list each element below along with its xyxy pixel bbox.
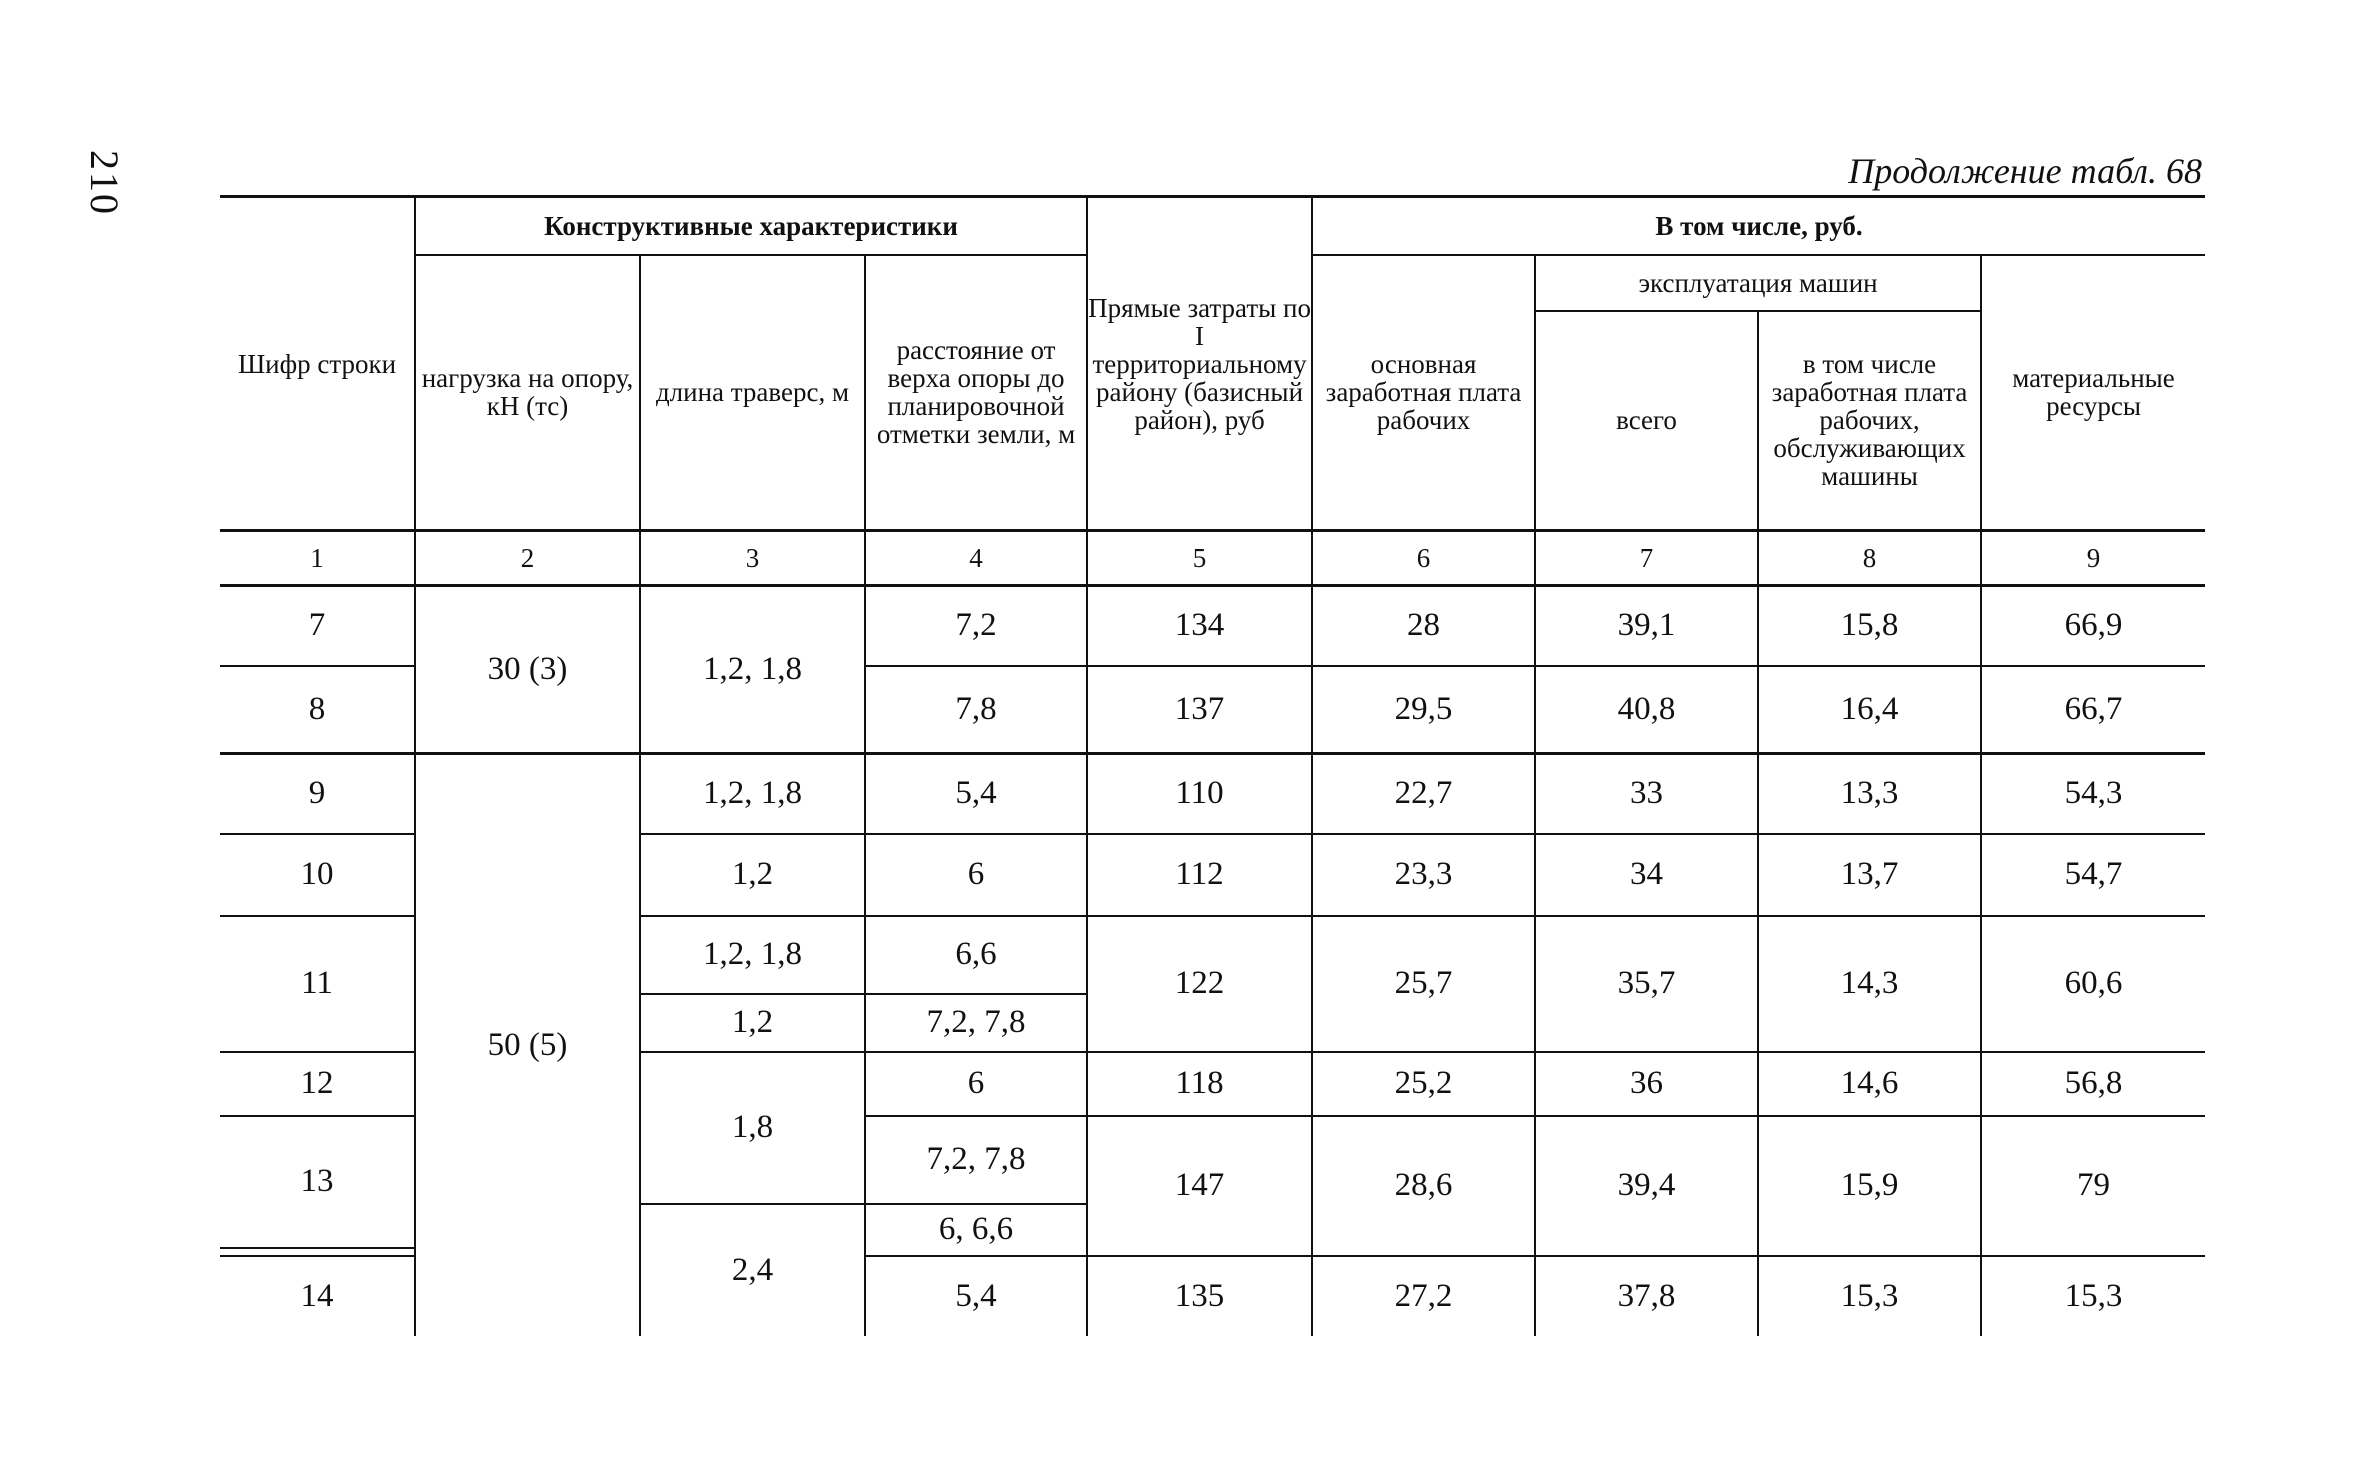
distance-value: 6 bbox=[865, 834, 1087, 916]
materials-value: 60,6 bbox=[1981, 916, 2205, 1052]
traverse-value: 1,2, 1,8 bbox=[640, 754, 865, 834]
direct-costs-value: 110 bbox=[1087, 754, 1312, 834]
traverse-value: 1,2 bbox=[640, 834, 865, 916]
wages-value: 23,3 bbox=[1312, 834, 1535, 916]
direct-costs-value: 122 bbox=[1087, 916, 1312, 1052]
direct-costs-value: 147 bbox=[1087, 1116, 1312, 1256]
traverse-value: 1,8 bbox=[640, 1052, 865, 1204]
header-machines-group: эксплуатация машин bbox=[1535, 255, 1981, 311]
header-traverse-length: длина траверс, м bbox=[640, 255, 865, 531]
header-machines-total: всего bbox=[1535, 311, 1758, 531]
machines-wages-value: 15,8 bbox=[1758, 586, 1981, 666]
traverse-value: 1,2, 1,8 bbox=[640, 586, 865, 754]
wages-value: 25,7 bbox=[1312, 916, 1535, 1052]
direct-costs-value: 118 bbox=[1087, 1052, 1312, 1116]
column-number: 8 bbox=[1758, 531, 1981, 586]
column-number: 1 bbox=[220, 531, 415, 586]
row-code: 8 bbox=[220, 666, 415, 754]
machines-value: 35,7 bbox=[1535, 916, 1758, 1052]
machines-value: 33 bbox=[1535, 754, 1758, 834]
column-number: 5 bbox=[1087, 531, 1312, 586]
distance-value: 6,6 bbox=[865, 916, 1087, 994]
row-code: 13 bbox=[220, 1116, 415, 1248]
materials-value: 54,3 bbox=[1981, 754, 2205, 834]
header-direct-costs: Прямые затраты по I территориальному району (базисный район), руб bbox=[1087, 197, 1312, 531]
traverse-value: 1,2 bbox=[640, 994, 865, 1052]
machines-value: 34 bbox=[1535, 834, 1758, 916]
machines-wages-value: 16,4 bbox=[1758, 666, 1981, 754]
materials-value: 66,9 bbox=[1981, 586, 2205, 666]
header-design-group: Конструктивные характеристики bbox=[415, 197, 1087, 255]
column-number: 6 bbox=[1312, 531, 1535, 586]
distance-value: 7,8 bbox=[865, 666, 1087, 754]
row-code: 7 bbox=[220, 586, 415, 666]
machines-value: 37,8 bbox=[1535, 1256, 1758, 1336]
distance-value: 6 bbox=[865, 1052, 1087, 1116]
materials-value: 56,8 bbox=[1981, 1052, 2205, 1116]
column-number: 9 bbox=[1981, 531, 2205, 586]
distance-value: 7,2, 7,8 bbox=[865, 994, 1087, 1052]
machines-value: 39,4 bbox=[1535, 1116, 1758, 1256]
row-code: 10 bbox=[220, 834, 415, 916]
wages-value: 29,5 bbox=[1312, 666, 1535, 754]
direct-costs-value: 112 bbox=[1087, 834, 1312, 916]
row-code: 11 bbox=[220, 916, 415, 1052]
distance-value: 5,4 bbox=[865, 1256, 1087, 1336]
header-load: нагрузка на опору, кН (тс) bbox=[415, 255, 640, 531]
column-number: 7 bbox=[1535, 531, 1758, 586]
column-number: 4 bbox=[865, 531, 1087, 586]
machines-wages-value: 15,9 bbox=[1758, 1116, 1981, 1256]
header-including-group: В том числе, руб. bbox=[1312, 197, 2205, 255]
header-code: Шифр строки bbox=[220, 197, 415, 531]
distance-value: 5,4 bbox=[865, 754, 1087, 834]
table-row bbox=[220, 754, 2205, 834]
direct-costs-value: 137 bbox=[1087, 666, 1312, 754]
machines-value: 36 bbox=[1535, 1052, 1758, 1116]
wages-value: 28 bbox=[1312, 586, 1535, 666]
table-row bbox=[220, 586, 2205, 666]
machines-wages-value: 14,3 bbox=[1758, 916, 1981, 1052]
header-materials: материальные ресурсы bbox=[1981, 255, 2205, 531]
wages-value: 27,2 bbox=[1312, 1256, 1535, 1336]
row-code: 9 bbox=[220, 754, 415, 834]
machines-value: 39,1 bbox=[1535, 586, 1758, 666]
column-number: 2 bbox=[415, 531, 640, 586]
row-code: 12 bbox=[220, 1052, 415, 1116]
traverse-value: 1,2, 1,8 bbox=[640, 916, 865, 994]
direct-costs-value: 135 bbox=[1087, 1256, 1312, 1336]
page-number: 210 bbox=[82, 150, 127, 216]
materials-value: 15,3 bbox=[2064, 1277, 2123, 1314]
table-continuation-caption: Продолжение табл. 68 bbox=[1848, 151, 2202, 191]
machines-wages-value: 14,6 bbox=[1758, 1052, 1981, 1116]
column-number: 3 bbox=[640, 531, 865, 586]
materials-value: 79 bbox=[1981, 1116, 2205, 1256]
wages-value: 28,6 bbox=[1312, 1116, 1535, 1256]
machines-value: 40,8 bbox=[1535, 666, 1758, 754]
machines-wages-value: 13,3 bbox=[1758, 754, 1981, 834]
cost-table bbox=[220, 195, 2205, 1336]
load-value: 30 (3) bbox=[415, 586, 640, 754]
header-distance: расстояние от верха опоры до планировочной отметки земли, м bbox=[865, 255, 1087, 531]
machines-wages-value: 15,3 bbox=[1758, 1256, 1981, 1336]
machines-wages-value: 13,7 bbox=[1758, 834, 1981, 916]
traverse-value: 2,4 bbox=[640, 1204, 865, 1336]
materials-value: 66,7 bbox=[2064, 690, 2123, 727]
distance-value: 6, 6,6 bbox=[865, 1204, 1087, 1256]
load-value: 50 (5) bbox=[415, 754, 640, 1336]
header-wages: основная заработная плата рабочих bbox=[1312, 255, 1535, 531]
row-code: 14 bbox=[220, 1256, 415, 1336]
header-machines-wages: в том числе заработная плата рабочих, обслуживающих машины bbox=[1758, 311, 1981, 531]
wages-value: 22,7 bbox=[1312, 754, 1535, 834]
wages-value: 25,2 bbox=[1312, 1052, 1535, 1116]
distance-value: 7,2, 7,8 bbox=[865, 1116, 1087, 1204]
distance-value: 7,2 bbox=[865, 586, 1087, 666]
materials-value: 54,7 bbox=[1981, 834, 2205, 916]
direct-costs-value: 134 bbox=[1087, 586, 1312, 666]
